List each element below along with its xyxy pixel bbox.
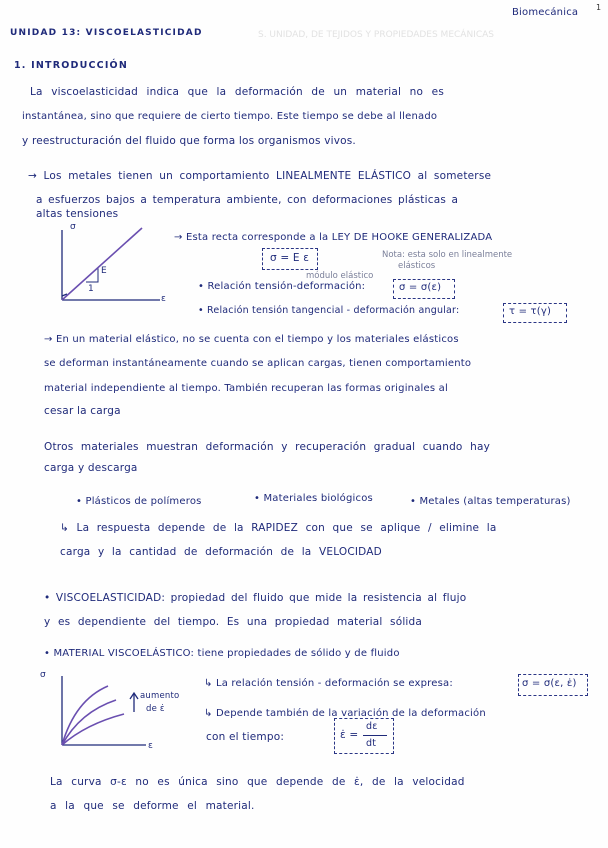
visco-rel-line-2: ↳ Depende también de la variación de la deformación: [204, 708, 486, 719]
bullet-biological: • Materiales biológicos: [254, 493, 373, 504]
bullet-metals-hot: • Metales (altas temperaturas): [410, 496, 571, 507]
material-line: • MATERIAL VISCOELÁSTICO: tiene propiedades de sólido y de fluido: [44, 648, 400, 659]
metals-line-3: altas tensiones: [36, 208, 119, 220]
visco-formula-1: σ = σ(ε, ε̇): [522, 678, 577, 689]
visco-rel-line-1: ↳ La relación tensión - deformación se expresa:: [204, 678, 453, 689]
response-line-2: carga y la cantidad de deformación de la VELOCIDAD: [60, 546, 382, 558]
others-line-2: carga y descarga: [44, 462, 138, 474]
relation1-formula: σ = σ(ε): [399, 282, 442, 293]
derivative-lhs: ε̇ =: [340, 729, 359, 741]
graph1-y-label: σ: [70, 222, 76, 232]
elastic-line-2: se deforman instantáneamente cuando se aplican cargas, tienen comportamiento: [44, 358, 472, 369]
metals-line-2: a esfuerzos bajos a temperatura ambiente, con deformaciones plásticas a: [36, 194, 459, 206]
elastic-line-3: material independiente al tiempo. También recuperan las formas originales al: [44, 383, 448, 394]
elastic-line-4: cesar la carga: [44, 405, 121, 417]
hooke-note-2: elásticos: [398, 261, 436, 271]
hooke-note-1: Nota: esta solo en linealmente: [382, 250, 513, 260]
relation1-text: • Relación tensión-deformación:: [198, 281, 366, 292]
derivative-numerator: dε: [366, 721, 378, 732]
intro-line-1: La viscoelasticidad indica que la deformación de un material no es: [30, 86, 445, 98]
page-number: 1: [596, 3, 602, 12]
graph2-y-label: σ: [40, 670, 46, 680]
response-line-1: ↳ La respuesta depende de la RAPIDEZ con que se aplique / elimine la: [60, 522, 497, 534]
graph2-arrow-label-1: aumento: [140, 691, 180, 701]
graph2-arrow-label-2: de ε̇: [146, 704, 165, 714]
others-line-1: Otros materiales muestran deformación y recuperación gradual cuando hay: [44, 441, 490, 453]
graph1-x-label: ε: [161, 294, 167, 304]
hooke-line: → Esta recta corresponde a la LEY DE HOOKE GENERALIZADA: [174, 232, 493, 243]
visco-line-2: y es dependiente del tiempo. Es una propiedad material sólida: [44, 616, 423, 628]
modulus-label: módulo elástico: [306, 271, 374, 281]
relation2-text: • Relación tensión tangencial - deformación angular:: [198, 305, 460, 316]
bleed-through-text: S. UNIDAD, DE TEJIDOS Y PROPIEDADES MECÁNICAS: [258, 30, 494, 40]
intro-line-2: instantánea, sino que requiere de cierto tiempo. Este tiempo se debe al llenado: [22, 111, 438, 122]
section-title: 1. INTRODUCCIÓN: [14, 60, 128, 71]
conclusion-line-1: La curva σ-ε no es única sino que depende de ε̇, de la velocidad: [50, 776, 465, 788]
intro-line-3: y reestructuración del fluido que forma los organismos vivos.: [22, 135, 356, 147]
visco-rel-line-3: con el tiempo:: [206, 731, 285, 743]
elastic-line-1: → En un material elástico, no se cuenta con el tiempo y los materiales elásticos: [44, 334, 459, 345]
hooke-formula: σ = E ε: [270, 252, 310, 264]
fraction-bar: [363, 735, 387, 736]
bullet-polymers: • Plásticos de polímeros: [76, 496, 202, 507]
metals-line-1: → Los metales tienen un comportamiento LINEALMENTE ELÁSTICO al someterse: [28, 170, 492, 182]
visco-line-1: • VISCOELASTICIDAD: propiedad del fluido que mide la resistencia al flujo: [44, 592, 467, 604]
graph2-x-label: ε: [148, 741, 154, 751]
graph1-slope-label: E: [101, 266, 107, 276]
graph2-curve-high-rate: [62, 686, 108, 745]
graph2-curve-low-rate: [62, 714, 124, 745]
relation2-formula: τ = τ(γ): [509, 306, 552, 317]
unit-title: UNIDAD 13: VISCOELASTICIDAD: [10, 28, 203, 38]
subject-label: Biomecánica: [512, 7, 579, 18]
derivative-denominator: dt: [366, 738, 377, 749]
graph1-unit-label: 1: [88, 284, 94, 294]
conclusion-line-2: a la que se deforme el material.: [50, 800, 255, 812]
